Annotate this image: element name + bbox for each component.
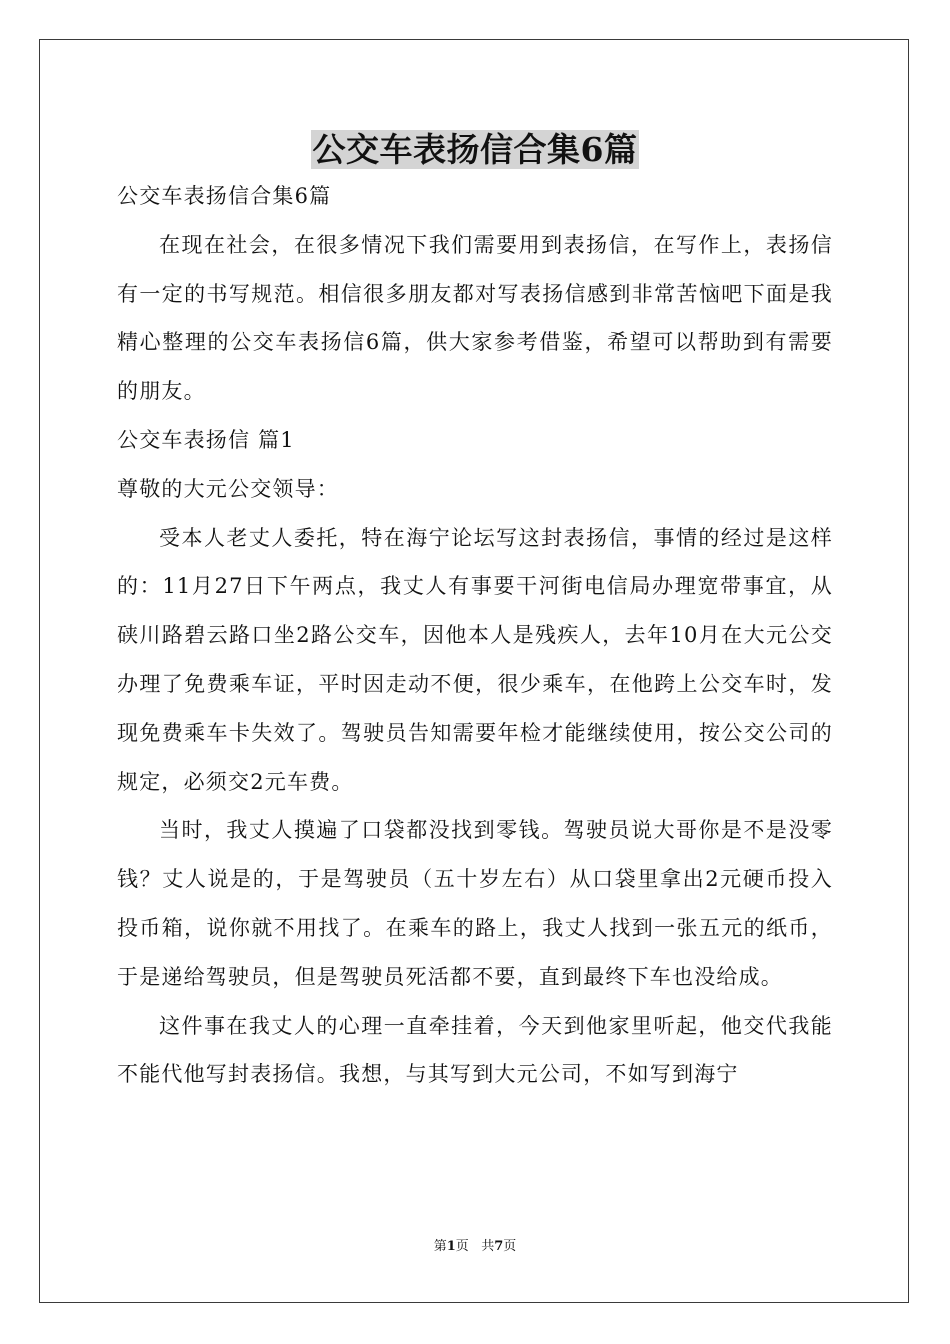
section-heading-1: 公交车表扬信 篇1 xyxy=(117,427,295,452)
paragraph-body-2: 当时，我丈人摸遍了口袋都没找到零钱。驾驶员说大哥你是不是没零钱？丈人说是的，于是驾驶员（五十岁左右）从口袋里拿出2元硬币投入投币箱，说你就不用找了。在乘车的路上，我丈人找到一张五元的纸币，于是递给驾驶员，但是驾驶员死活都不要，直到最终下车也没给成。 xyxy=(117,818,833,989)
paragraph-intro: 在现在社会，在很多情况下我们需要用到表扬信，在写作上，表扬信有一定的书写规范。相信很多朋友都对写表扬信感到非常苦恼吧下面是我精心整理的公交车表扬信6篇，供大家参考借鉴，希望可以帮助到有需要的朋友。 xyxy=(117,232,833,404)
page-total: 7 xyxy=(494,1239,504,1254)
document-body xyxy=(117,172,833,1099)
letter-salutation: 尊敬的大元公交领导： xyxy=(117,476,339,501)
document-title xyxy=(0,126,950,174)
page-unit: 页 xyxy=(455,1239,469,1254)
page-prefix: 第 xyxy=(433,1239,447,1254)
paragraph-subtitle: 公交车表扬信合集6篇 xyxy=(117,184,332,208)
page-current: 1 xyxy=(446,1239,456,1254)
paragraph-body-1: 受本人老丈人委托，特在海宁论坛写这封表扬信，事情的经过是这样的：11月27日下午两点，我丈人有事要干河街电信局办理宽带事宜，从硖川路碧云路口坐2路公交车，因他本人是残疾人，去年10月在大元公交办理了免费乘车证，平时因走动不便，很少乘车，在他跨上公交车时，发现免费乘车卡失效了。驾驶员告知需要年检才能继续使用，按公交公司的规定，必须交2元车费。 xyxy=(117,525,833,794)
total-unit: 页 xyxy=(503,1239,517,1254)
paragraph-body-3: 这件事在我丈人的心理一直牵挂着，今天到他家里听起，他交代我能不能代他写封表扬信。我想，与其写到大元公司，不如写到海宁 xyxy=(117,1013,833,1087)
total-prefix: 共 xyxy=(481,1239,495,1254)
document-title-text: 公交车表扬信合集6篇 xyxy=(312,130,638,169)
page-footer xyxy=(0,1238,950,1256)
